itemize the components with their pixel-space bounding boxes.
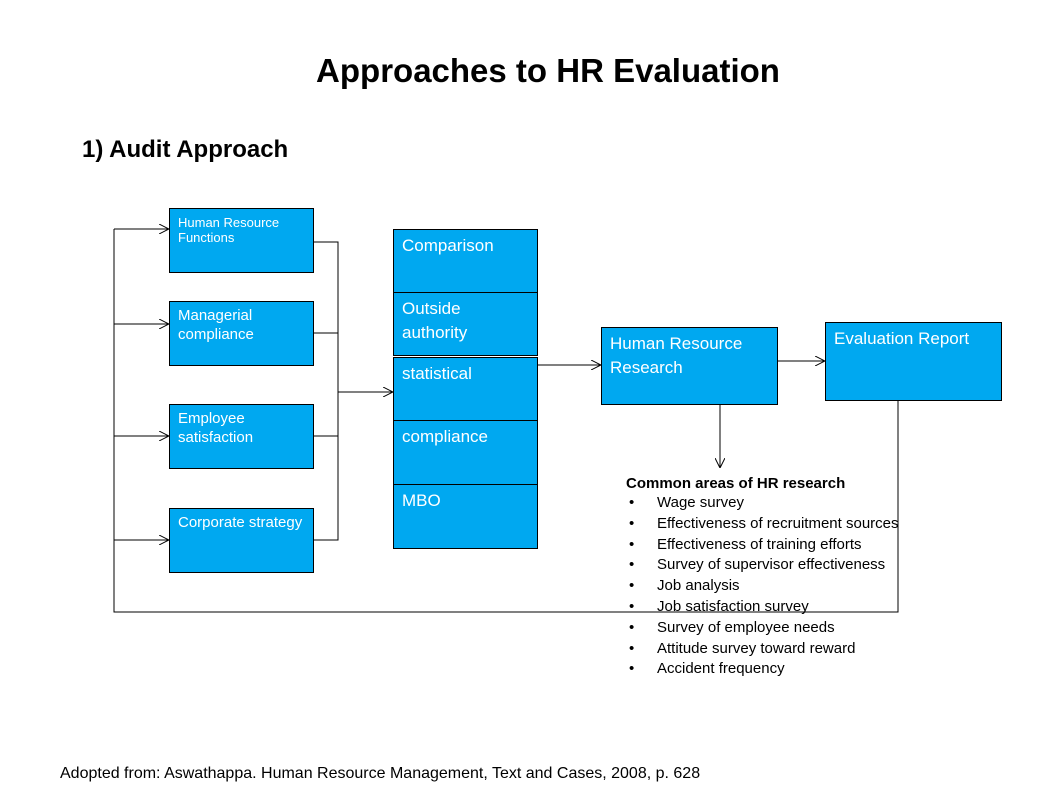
list-item: • Accident frequency [626, 659, 966, 680]
method-statistical: statistical [393, 357, 538, 421]
employee-satisfaction-box: Employee satisfaction [169, 404, 314, 469]
page-title: Approaches to HR Evaluation [316, 52, 780, 89]
list-item: • Effectiveness of training efforts [626, 535, 966, 556]
method-comparison: Comparison [393, 229, 538, 293]
section-subtitle: 1) Audit Approach [82, 136, 289, 163]
merge-line [314, 242, 338, 540]
list-item: • Survey of employee needs [626, 618, 966, 639]
method-compliance: compliance [393, 420, 538, 485]
list-item: • Survey of supervisor effectiveness [626, 555, 966, 576]
hr-research-box: Human Resource Research [601, 327, 778, 405]
corporate-strategy-box: Corporate strategy [169, 508, 314, 573]
method-mbo: MBO [393, 484, 538, 549]
list-item: • Attitude survey toward reward [626, 639, 966, 660]
research-areas-list [626, 474, 966, 680]
list-item: • Wage survey [626, 493, 966, 514]
hr-functions-box: Human Resource Functions [169, 208, 314, 273]
list-item: • Job analysis [626, 576, 966, 597]
evaluation-report-box: Evaluation Report [825, 322, 1002, 401]
method-outside-authority: Outside authority [393, 292, 538, 356]
list-item: • Effectiveness of recruitment sources [626, 514, 966, 535]
list-item: • Job satisfaction survey [626, 597, 966, 618]
source-footer: Adopted from: Aswathappa. Human Resource Management, Text and Cases, 2008, p. 628 [60, 765, 701, 782]
research-areas-title: Common areas of HR research [626, 475, 846, 492]
managerial-compliance-box: Managerial compliance [169, 301, 314, 366]
